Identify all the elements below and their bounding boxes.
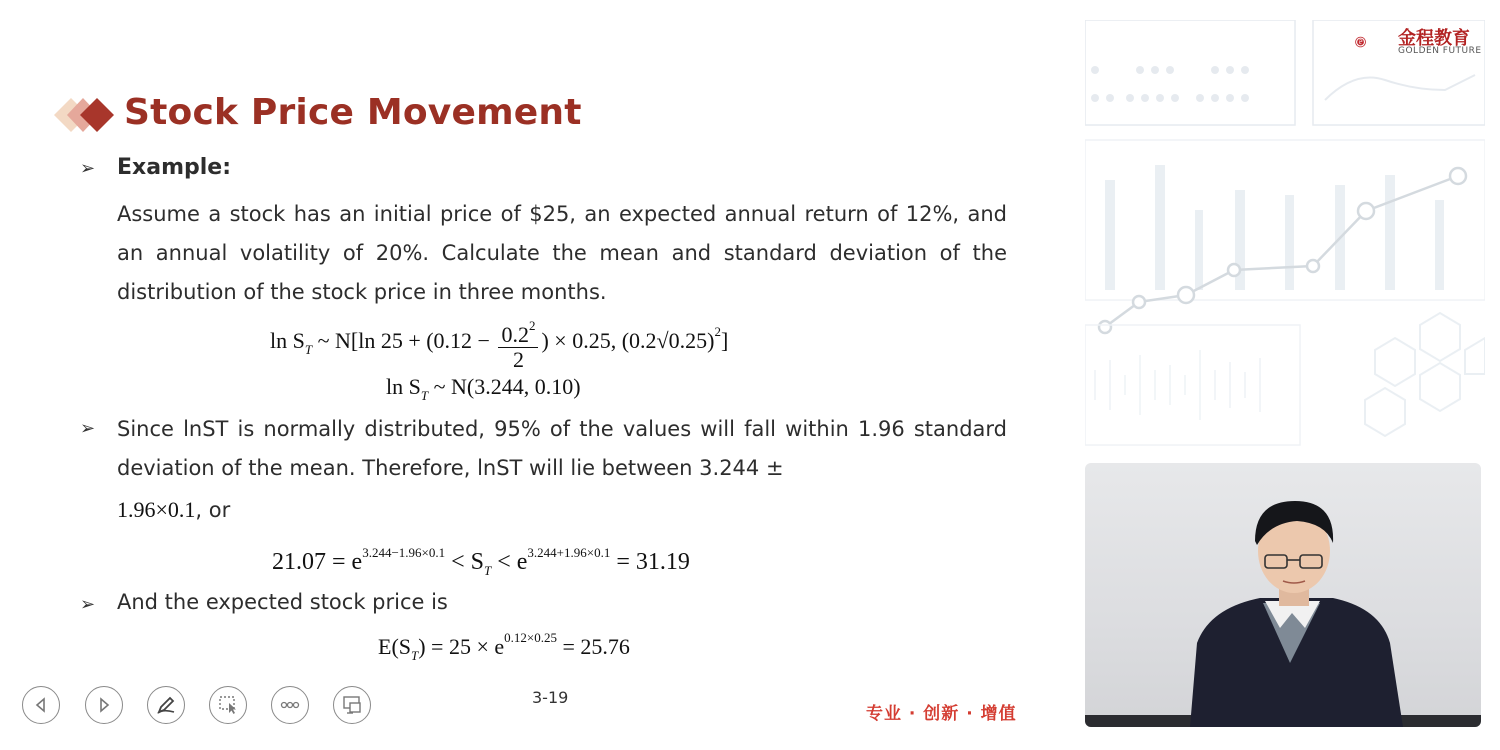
equation-1: $\ln S_T$ ~ N[ln 25 + (0.12 − $\frac{0.2^2}{2}$ ) × 0.25, $(0.2√0.25)^2$] — [270, 314, 728, 372]
presenter-avatar — [1085, 463, 1481, 727]
presenter-video — [1085, 463, 1481, 727]
slide-title: Stock Price Movement — [124, 92, 582, 133]
bullet-2-continuation — [117, 497, 230, 523]
previous-button[interactable] — [22, 686, 60, 724]
title-diamond-icon — [34, 92, 114, 138]
decorative-infographic — [1085, 20, 1485, 450]
bullet-3-text: And the expected stock price is — [117, 590, 448, 614]
logo-text-en: GOLDEN FUTURE — [1398, 46, 1482, 56]
screen-icon — [341, 694, 363, 716]
more-button[interactable] — [271, 686, 309, 724]
slogan: 专业 · 创新 · 增值 — [866, 704, 1017, 724]
pointer-icon — [217, 694, 239, 716]
equation-2: $\ln S_T$ ~ N(3.244, 0.10) — [386, 374, 581, 403]
pointer-button[interactable] — [209, 686, 247, 724]
pen-icon — [155, 694, 177, 716]
example-heading: Example: — [117, 155, 231, 180]
screen-button[interactable] — [333, 686, 371, 724]
pen-button[interactable] — [147, 686, 185, 724]
previous-icon — [32, 696, 50, 714]
bullet-arrow-icon: ➢ — [80, 158, 96, 178]
more-icon — [279, 700, 301, 710]
page-number: 3-19 — [532, 688, 569, 707]
next-button[interactable] — [85, 686, 123, 724]
problem-text: Assume a stock has an initial price of $25, an expected annual return of 12%, and an annual volatility of 20%. Calculate the mean and standard deviation of the distribution of the stock price in three months. — [117, 202, 1007, 304]
bullet-2-math: 1.96×0.1 — [117, 497, 196, 522]
logo-text-cn: 金程教育 — [1398, 28, 1470, 49]
bullet-2-text: Since lnST is normally distributed, 95% of the values will fall within 1.96 standard deviation of the mean. Therefore, lnST will lie between 3.244 ± — [117, 417, 1007, 480]
bullet-2-tail: , or — [195, 498, 231, 522]
equation-4: $E(S_T) = 25 \times e^{0.12\times 0.25} = 25.76$ — [378, 630, 630, 663]
golden-future-logo-icon — [1355, 24, 1395, 60]
next-icon — [95, 696, 113, 714]
bullet-arrow-icon: ➢ — [80, 418, 96, 438]
bullet-arrow-icon: ➢ — [80, 594, 96, 614]
equation-3: $21.07 = e^{3.244-1.96\times 0.1} < S_T < e^{3.244+1.96\times 0.1} = 31.19$ — [272, 545, 690, 578]
